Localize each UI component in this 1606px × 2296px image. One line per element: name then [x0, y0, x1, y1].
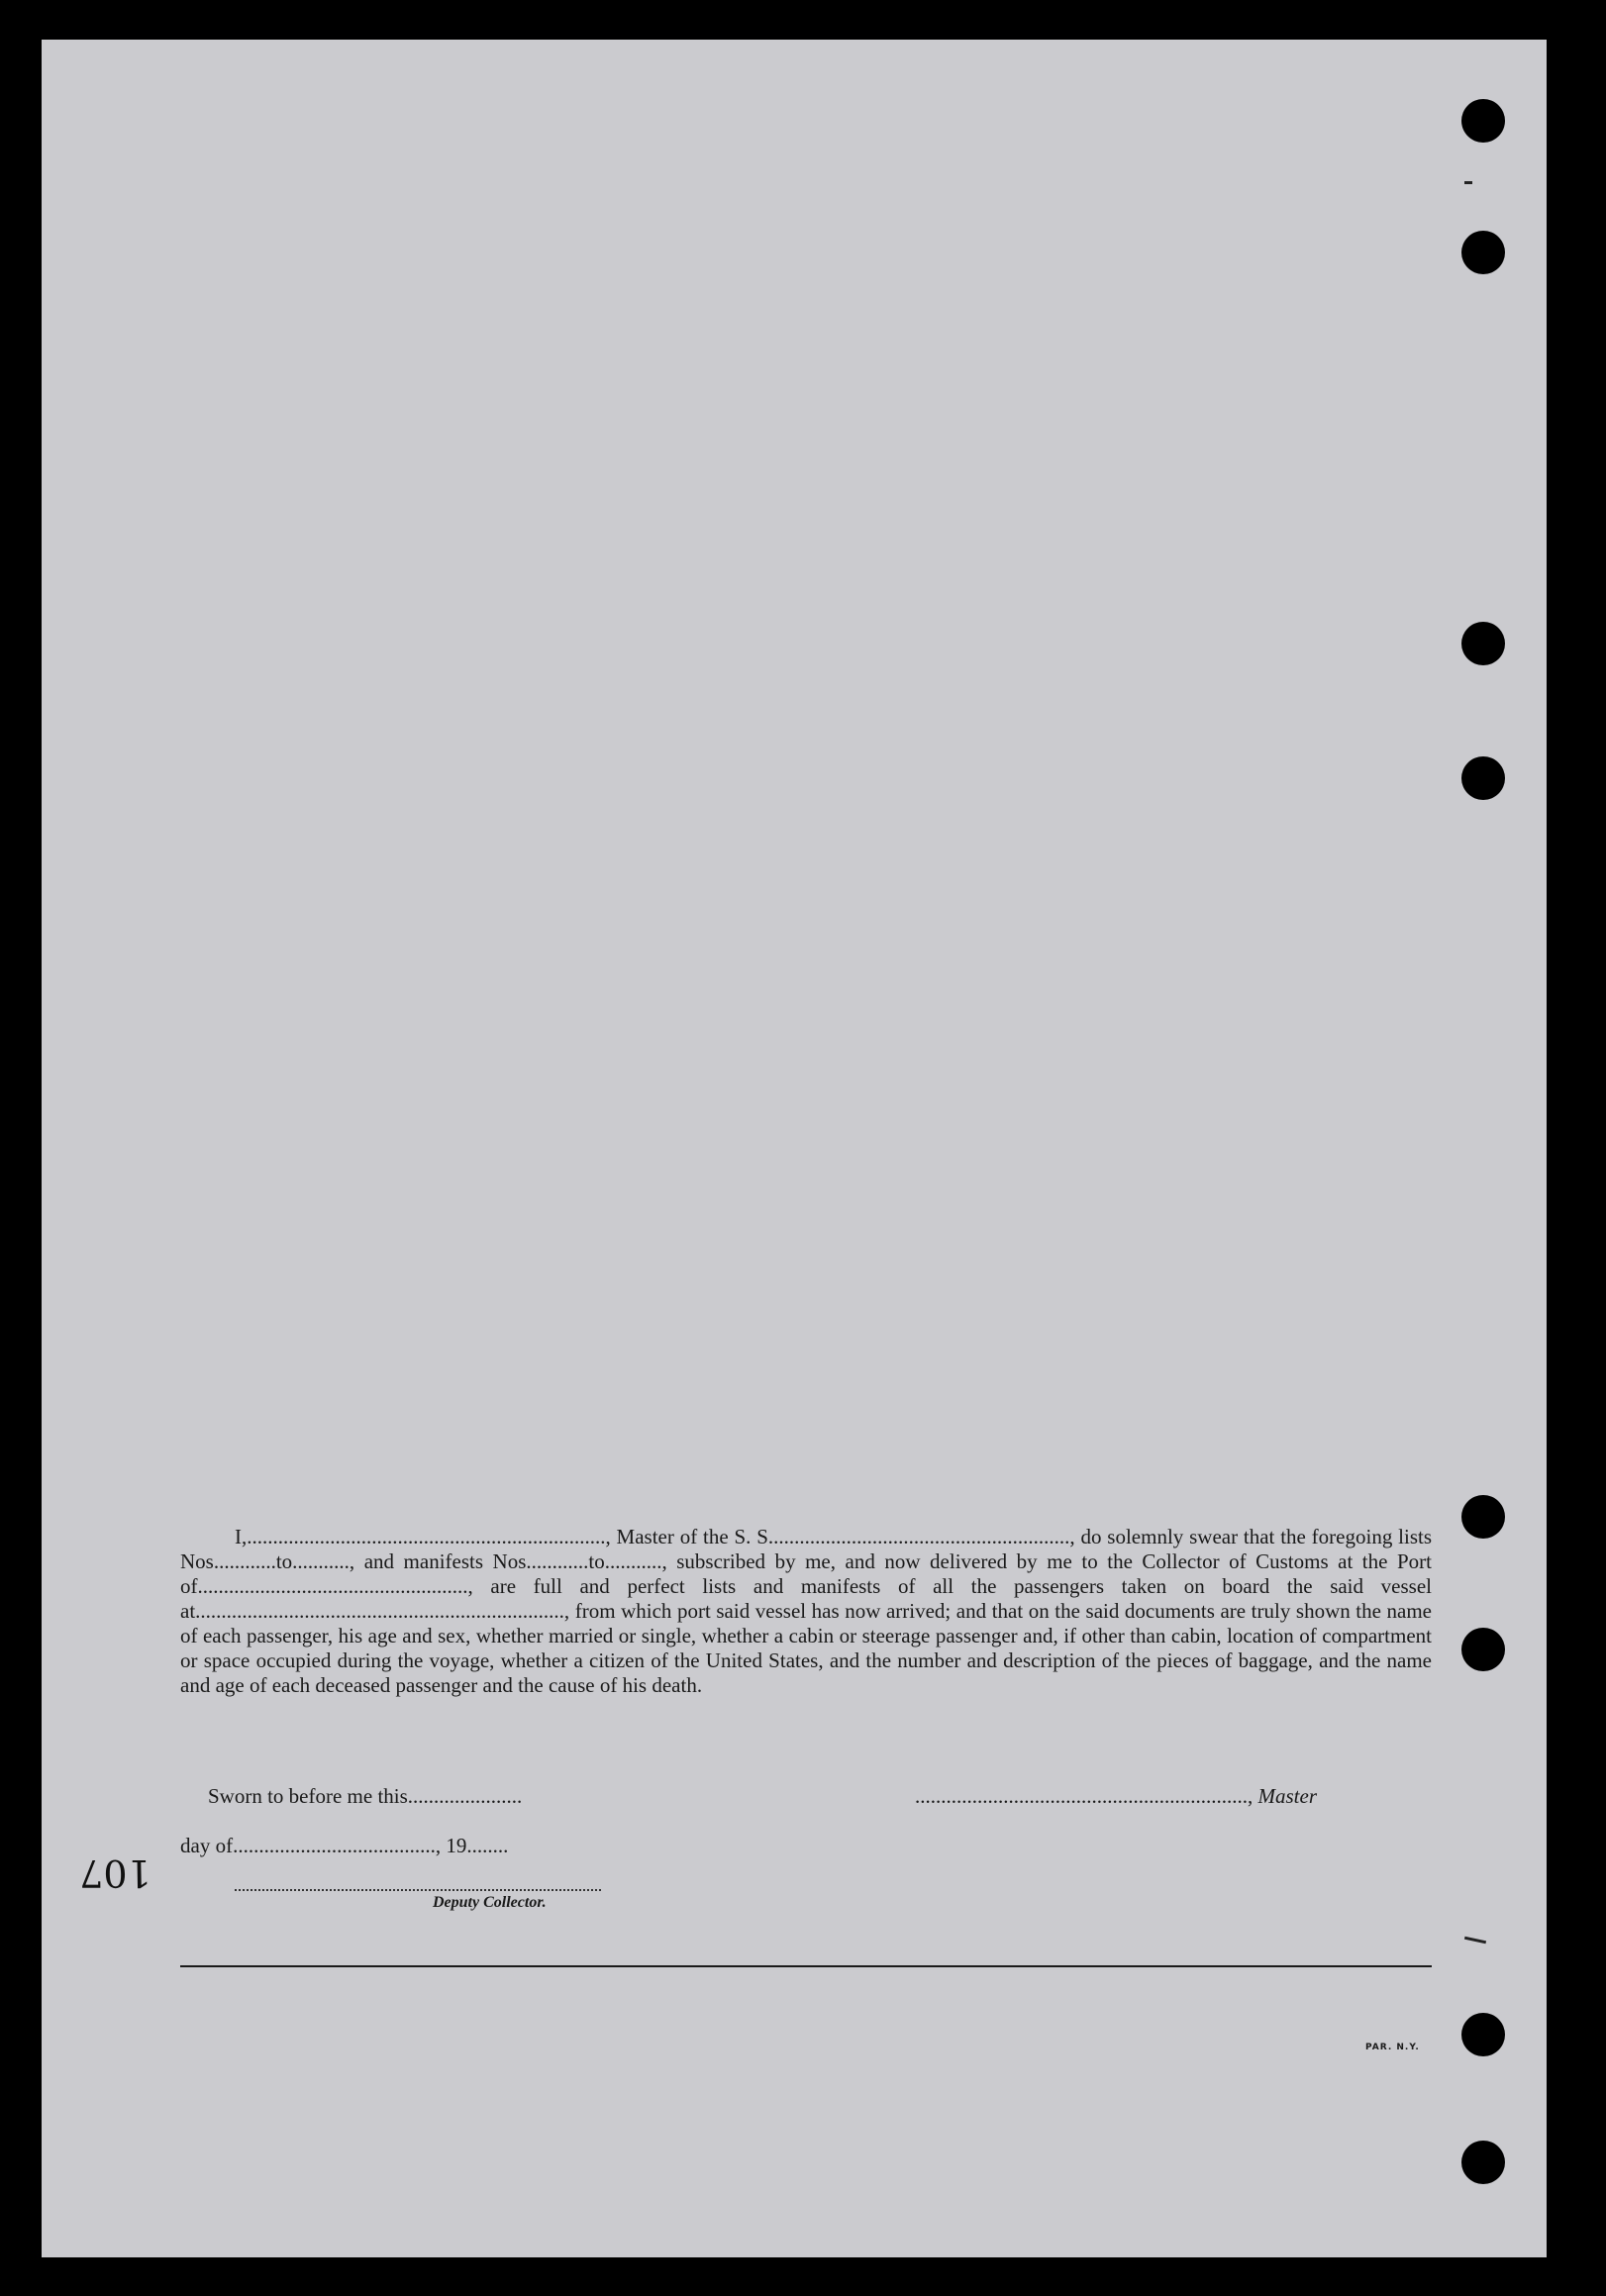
binder-hole-icon: [1461, 2141, 1505, 2184]
master-oath-paragraph: [180, 1525, 1432, 1698]
binder-hole-icon: [1461, 1628, 1505, 1671]
printer-mark: PAR. N.Y.: [1365, 2043, 1420, 2052]
binder-hole-icon: [1461, 1495, 1505, 1539]
binder-hole-icon: [1461, 231, 1505, 274]
handwritten-number: 107: [74, 1851, 156, 1895]
binder-hole-icon: [1461, 99, 1505, 143]
master-signature-dots: ................................................................,: [915, 1784, 1254, 1808]
sworn-before-line: Sworn to before me this......................: [208, 1784, 523, 1808]
master-label: Master: [1257, 1784, 1317, 1808]
document-page: [42, 40, 1547, 2257]
scan-speck: [1464, 1937, 1486, 1945]
binder-hole-icon: [1461, 622, 1505, 665]
scan-speck: [1464, 181, 1472, 184]
day-of-line: day of......................................., 19........: [180, 1834, 509, 1857]
bottom-rule: [180, 1965, 1432, 1967]
deputy-signature-line: [235, 1889, 601, 1891]
oath-text: I,....................................................................., Master of the S. S.........................................................., do solemnly swear that the foregoing lists Nos............to..........., and manifests Nos............to..........., subscribed by me, and now delivered by me to the Collector of Customs at the Port of...................................................., are full and perfect lists and manifests of all the passengers taken on board the said vessel at......................................................................., from which port said vessel has now arrived; and that on the said documents are truly shown the name of each passenger, his age and sex, whether married or single, whether a cabin or steerage passenger and, if other than cabin, location of compartment or space occupied during the voyage, whether a citizen of the United States, and the number and description of the pieces of baggage, and the name and age of each deceased passenger and the cause of his death.: [180, 1525, 1432, 1697]
deputy-collector-label: Deputy Collector.: [433, 1894, 547, 1911]
binder-hole-icon: [1461, 2013, 1505, 2056]
master-signature-line: [915, 1784, 1317, 1809]
binder-hole-icon: [1461, 756, 1505, 800]
